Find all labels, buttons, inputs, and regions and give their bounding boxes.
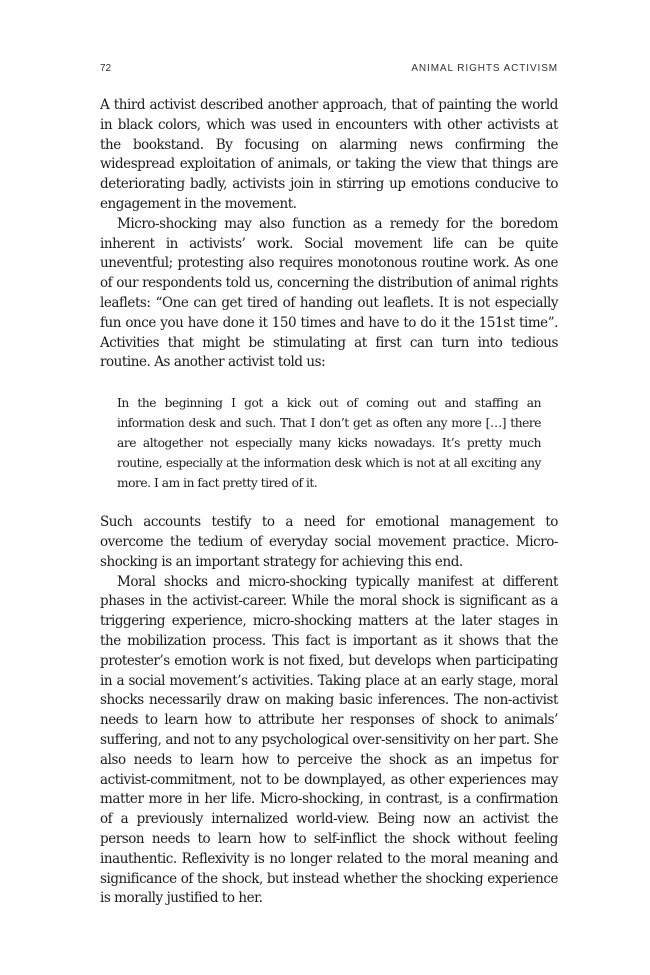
body-text — [100, 96, 558, 909]
block-quote: In the beginning I got a kick out of coming out and staffing an information desk and such. That I don’t get as often any more […] there are altogether not especially many kicks nowadays. It’s pretty much routine, especially at the information desk which is not at all exciting any more. I am in fact pretty tired of it. — [117, 396, 541, 491]
page-number: 72 — [100, 63, 112, 74]
running-title: ANIMAL RIGHTS ACTIVISM — [411, 63, 558, 74]
paragraph: Such accounts testify to a need for emotional management to overcome the tedium of everyday social movement practice. Micro-shocking is an important strategy for achieving this end. — [100, 514, 558, 570]
paragraph: Moral shocks and micro-shocking typically manifest at different phases in the activist-career. While the moral shock is significant as a triggering experience, micro-shocking matters at the later stages in the mobilization process. This fact is important as it shows that the protester’s emotion work is not fixed, but develops when participating in a social movement’s activities. Taking place at an early stage, moral shocks necessarily draw on making basic inferences. The non-activist needs to learn how to attribute her responses of shock to animals’ suffering, and not to any psychological over-sensitivity on her part. She also needs to learn how to perceive the shock as an impetus for activist-commitment, not to be downplayed, as other experiences may matter more in her life. Micro-shocking, in contrast, is a confirmation of a previously internalized world-view. Being now an activist the person needs to learn how to self-inflict the shock without feeling inauthentic. Reflexivity is no longer related to the moral meaning and significance of the shock, but instead whether the shocking experience is morally justified to her. — [100, 573, 558, 907]
running-header — [100, 63, 558, 77]
paragraph: Micro-shocking may also function as a remedy for the boredom inherent in activists’ work. Social movement life can be quite uneventful; protesting also requires monotonous routine work. As one of our respondents told us, concerning the distribution of animal rights leaflets: “One can get tired of handing out leaflets. It is not especially fun once you have done it 150 times and have to do it the 151st time”. Activities that might be stimulating at first can turn into tedious routine. As another activist told us: — [100, 215, 558, 371]
paragraph: A third activist described another approach, that of painting the world in black colors, which was used in encounters with other activists at the bookstand. By focusing on alarming news confirming the widespread exploitation of animals, or taking the view that things are deteriorating badly, activists join in stirring up emotions conducive to engagement in the movement. — [100, 97, 558, 212]
